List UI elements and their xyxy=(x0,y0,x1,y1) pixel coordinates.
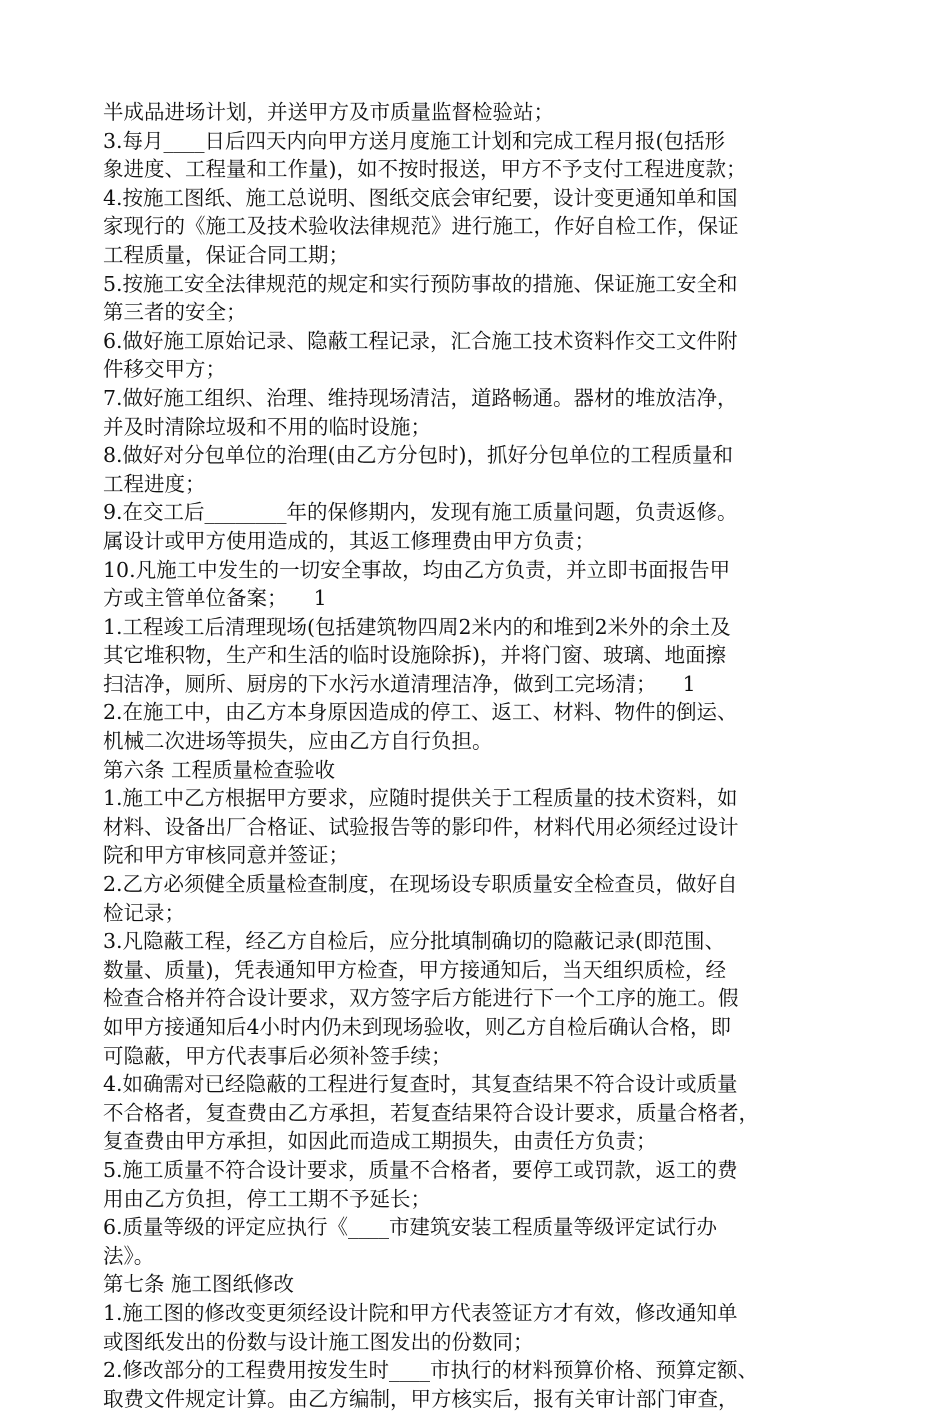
text-line: 可隐蔽，甲方代表事后必须补签手续； xyxy=(103,1043,452,1068)
section-heading: 第六条 工程质量检查验收 xyxy=(103,757,336,782)
text-line: 9.在交工后________年的保修期内，发现有施工质量问题，负责返修。 xyxy=(103,500,738,525)
text-line: 数量、质量)，凭表通知甲方检查，甲方接通知后，当天组织质检，经 xyxy=(103,957,726,982)
text-line: 1.工程竣工后清理现场(包括建筑物四周2米内的和堆到2米外的余土及 xyxy=(103,614,731,639)
text-line: 不合格者，复查费由乙方承担，若复查结果符合设计要求，质量合格者， xyxy=(103,1100,759,1125)
text-line: 3.凡隐蔽工程，经乙方自检后，应分批填制确切的隐蔽记录(即范围、 xyxy=(103,929,726,954)
text-line: 2.修改部分的工程费用按发生时____市执行的材料预算价格、预算定额、 xyxy=(103,1358,759,1383)
text-line: 或图纸发出的份数与设计施工图发出的份数同； xyxy=(103,1329,534,1354)
text-line: 1.施工中乙方根据甲方要求，应随时提供关于工程质量的技术资料，如 xyxy=(103,786,738,811)
text-line: 机械二次进场等损失，应由乙方自行负担。 xyxy=(103,729,493,754)
text-line: 象进度、工程量和工作量)，如不按时报送，甲方不予支付工程进度款； xyxy=(103,157,747,182)
text-line: 6.做好施工原始记录、隐蔽工程记录，汇合施工技术资料作交工文件附 xyxy=(103,328,738,353)
text-line: 6.质量等级的评定应执行《____市建筑安装工程质量等级评定试行办 xyxy=(103,1215,718,1240)
text-line: 件移交甲方； xyxy=(103,357,226,382)
document-page xyxy=(103,98,863,1413)
text-line: 家现行的《施工及技术验收法律规范》进行施工，作好自检工作，保证 xyxy=(103,214,739,239)
text-line: 法》。 xyxy=(103,1243,155,1268)
text-line: 1.施工图的修改变更须经设计院和甲方代表签证方才有效，修改通知单 xyxy=(103,1300,738,1325)
text-line: 工程进度； xyxy=(103,471,206,496)
text-line: 8.做好对分包单位的治理(由乙方分包时)，抓好分包单位的工程质量和 xyxy=(103,443,734,468)
text-line: 并及时清除垃圾和不用的临时设施； xyxy=(103,414,431,439)
text-line: 方或主管单位备案； 1 xyxy=(103,586,327,611)
text-line: 半成品进场计划，并送甲方及市质量监督检验站； xyxy=(103,100,554,124)
text-line: 7.做好施工组织、治理、维持现场清洁，道路畅通。器材的堆放洁净， xyxy=(103,385,738,410)
section-heading: 第七条 施工图纸修改 xyxy=(103,1272,295,1297)
text-line: 2.乙方必须健全质量检查制度，在现场设专职质量安全检查员，做好自 xyxy=(103,872,738,897)
text-line: 10.凡施工中发生的一切安全事故，均由乙方负责，并立即书面报告甲 xyxy=(103,557,731,582)
text-line: 第三者的安全； xyxy=(103,300,247,325)
text-line: 属设计或甲方使用造成的，其返工修理费由甲方负责； xyxy=(103,528,595,553)
text-line: 院和甲方审核同意并签证； xyxy=(103,843,349,868)
text-line: 工程质量，保证合同工期； xyxy=(103,242,349,267)
text-line: 其它堆积物，生产和生活的临时设施除拆)，并将门窗、玻璃、地面擦 xyxy=(103,643,726,668)
text-line: 4.按施工图纸、施工总说明、图纸交底会审纪要，设计变更通知单和国 xyxy=(103,185,738,210)
text-line: 复查费由甲方承担，如因此而造成工期损失，由责任方负责； xyxy=(103,1129,657,1154)
text-line: 2.在施工中，由乙方本身原因造成的停工、返工、材料、物件的倒运、 xyxy=(103,700,738,725)
text-line: 用由乙方负担，停工工期不予延长； xyxy=(103,1186,431,1211)
text-line: 检记录； xyxy=(103,900,185,925)
text-line: 扫洁净，厕所、厨房的下水污水道清理洁净，做到工完场清； 1 xyxy=(103,671,696,696)
text-line: 4.如确需对已经隐蔽的工程进行复查时，其复查结果不符合设计或质量 xyxy=(103,1072,738,1097)
text-line: 5.按施工安全法律规范的规定和实行预防事故的措施、保证施工安全和 xyxy=(103,271,738,296)
text-line: 如甲方接通知后4小时内仍未到现场验收，则乙方自检后确认合格，即 xyxy=(103,1015,732,1039)
text-line: 取费文件规定计算。由乙方编制，甲方核实后，报有关审计部门审查， xyxy=(103,1386,739,1411)
text-line: 5.施工质量不符合设计要求，质量不合格者，要停工或罚款，返工的费 xyxy=(103,1157,738,1182)
text-line: 材料、设备出厂合格证、试验报告等的影印件，材料代用必须经过设计 xyxy=(103,814,739,839)
text-line: 检查合格并符合设计要求，双方签字后方能进行下一个工序的施工。假 xyxy=(103,986,739,1011)
text-line: 3.每月____日后四天内向甲方送月度施工计划和完成工程月报(包括形 xyxy=(103,128,726,153)
